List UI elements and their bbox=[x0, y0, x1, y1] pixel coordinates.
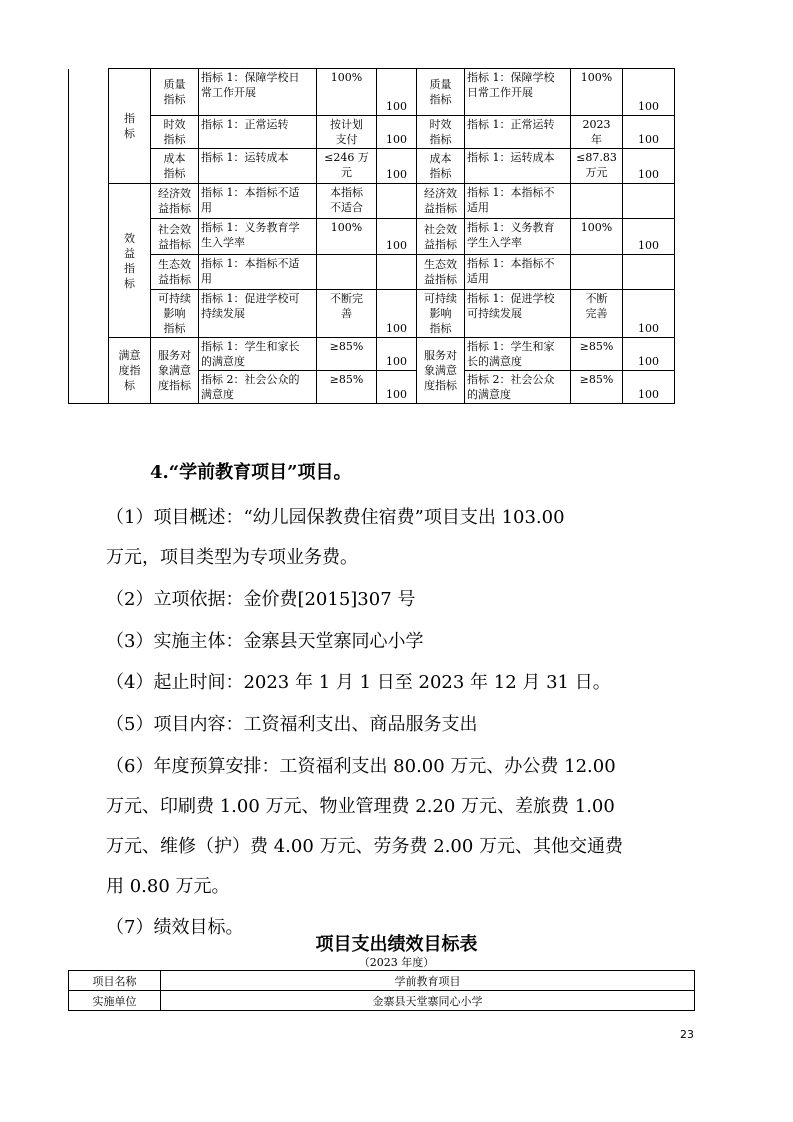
table-cell: 可持续 影响 指标 bbox=[417, 290, 465, 338]
table-row bbox=[69, 184, 675, 219]
table-cell: 可持续 影响 指标 bbox=[151, 290, 199, 338]
table-cell bbox=[377, 184, 417, 219]
table-cell: 100% bbox=[571, 219, 623, 255]
table-cell: 时效 指标 bbox=[151, 116, 199, 149]
paragraph-budget-3: 万元、维修（护）费 4.00 万元、劳务费 2.00 万元、其他交通费 bbox=[106, 836, 624, 857]
paragraph-budget-1: （6）年度预算安排：工资福利支出 80.00 万元、办公费 12.00 bbox=[106, 756, 616, 777]
paragraph-basis: （2）立项依据：金价费[2015]307 号 bbox=[106, 589, 416, 610]
table-cell: 指标 1：运转成本 bbox=[465, 149, 571, 184]
table-cell bbox=[69, 69, 109, 404]
section-heading: 4.“学前教育项目”项目。 bbox=[150, 462, 352, 483]
table-cell: 100% bbox=[317, 69, 377, 116]
table-cell: 服务对 象满意 度指标 bbox=[151, 338, 199, 404]
table-cell: 指标 1：义务教育 学生入学率 bbox=[465, 219, 571, 255]
paragraph-period: （4）起止时间：2023 年 1 月 1 日至 2023 年 12 月 31 日。 bbox=[106, 672, 611, 693]
table-cell: 100% bbox=[571, 69, 623, 116]
table-subtitle: （2023 年度） bbox=[358, 956, 435, 969]
table-cell: 指标 1：运转成本 bbox=[199, 149, 317, 184]
table-cell bbox=[377, 255, 417, 290]
table-cell: ≥85% bbox=[571, 371, 623, 404]
table-cell: 指标 2：社会公众 的满意度 bbox=[465, 371, 571, 404]
table-cell: 生态效 益指标 bbox=[151, 255, 199, 290]
table-cell: 100 bbox=[623, 219, 675, 255]
table-cell: 服务对 象满意 度指标 bbox=[417, 338, 465, 404]
table-cell: ≤246 万 元 bbox=[317, 149, 377, 184]
table-cell bbox=[623, 255, 675, 290]
table-cell: 社会效 益指标 bbox=[151, 219, 199, 255]
indicator-category: 满意 度指 标 bbox=[109, 338, 151, 404]
table-row bbox=[69, 219, 675, 255]
table-cell: 100 bbox=[623, 338, 675, 371]
table-cell: 100 bbox=[377, 116, 417, 149]
table-title: 项目支出绩效目标表 bbox=[315, 934, 478, 955]
paragraph-overview-1: （1）项目概述：“幼儿园保教费住宿费”项目支出 103.00 bbox=[106, 507, 565, 528]
paragraph-budget-4: 用 0.80 万元。 bbox=[106, 876, 230, 897]
table-cell: 社会效 益指标 bbox=[417, 219, 465, 255]
table-cell: 指标 1：正常运转 bbox=[199, 116, 317, 149]
table-cell: 时效 指标 bbox=[417, 116, 465, 149]
table-cell: ≤87.83 万元 bbox=[571, 149, 623, 184]
table-row bbox=[69, 116, 675, 149]
table-row bbox=[69, 971, 695, 991]
table-cell: 100 bbox=[623, 69, 675, 116]
implementer-label: 实施单位 bbox=[69, 991, 161, 1011]
table-cell: 不断完 善 bbox=[317, 290, 377, 338]
table-cell: 指标 1：促进学校 可持续发展 bbox=[465, 290, 571, 338]
table-cell: ≥85% bbox=[317, 338, 377, 371]
table-row bbox=[69, 338, 675, 371]
table-cell: 指标 1：本指标不适 用 bbox=[199, 255, 317, 290]
project-name-value: 学前教育项目 bbox=[161, 971, 695, 991]
page-number: 23 bbox=[680, 1028, 694, 1041]
table-cell: 100 bbox=[377, 371, 417, 404]
table-row bbox=[69, 290, 675, 338]
paragraph-overview-2: 万元，项目类型为专项业务费。 bbox=[106, 547, 358, 568]
paragraph-budget-2: 万元、印刷费 1.00 万元、物业管理费 2.20 万元、差旅费 1.00 bbox=[106, 796, 615, 817]
table-row bbox=[69, 991, 695, 1011]
table-cell: 100 bbox=[377, 69, 417, 116]
table-cell: 100 bbox=[623, 371, 675, 404]
paragraph-goals: （7）绩效目标。 bbox=[106, 917, 244, 938]
paragraph-implementer: （3）实施主体：金寨县天堂寨同心小学 bbox=[106, 631, 424, 652]
table-cell: 100 bbox=[623, 116, 675, 149]
table-cell: ≥85% bbox=[571, 338, 623, 371]
table-cell: 指标 1：保障学校 日常工作开展 bbox=[465, 69, 571, 116]
table-row bbox=[69, 255, 675, 290]
table-cell bbox=[571, 255, 623, 290]
table-cell: 指标 1：学生和家长 的满意度 bbox=[199, 338, 317, 371]
table-cell bbox=[571, 184, 623, 219]
table-cell: 指标 1：学生和家 长的满意度 bbox=[465, 338, 571, 371]
table-cell: 100 bbox=[377, 149, 417, 184]
table-cell: 生态效 益指标 bbox=[417, 255, 465, 290]
table-cell: 本指标 不适合 bbox=[317, 184, 377, 219]
table-cell: 指标 2：社会公众的 满意度 bbox=[199, 371, 317, 404]
table-cell: 经济效 益指标 bbox=[151, 184, 199, 219]
table-cell: 指标 1：本指标不适 用 bbox=[199, 184, 317, 219]
table-cell: 指标 1：本指标不 适用 bbox=[465, 184, 571, 219]
implementer-value: 金寨县天堂寨同心小学 bbox=[161, 991, 695, 1011]
indicator-category: 效 益 指 标 bbox=[109, 184, 151, 338]
table-cell: 100 bbox=[377, 290, 417, 338]
table-row bbox=[69, 149, 675, 184]
table-cell: 100 bbox=[377, 338, 417, 371]
paragraph-content: （5）项目内容：工资福利支出、商品服务支出 bbox=[106, 714, 478, 735]
table-cell: 按计划 支付 bbox=[317, 116, 377, 149]
table-cell: 经济效 益指标 bbox=[417, 184, 465, 219]
table-cell: 成本 指标 bbox=[417, 149, 465, 184]
table-cell: 100 bbox=[623, 149, 675, 184]
table-cell: 100 bbox=[623, 290, 675, 338]
table-cell: 2023 年 bbox=[571, 116, 623, 149]
project-name-label: 项目名称 bbox=[69, 971, 161, 991]
table-cell: 不断 完善 bbox=[571, 290, 623, 338]
table-cell: 100 bbox=[377, 219, 417, 255]
table-cell: 质量 指标 bbox=[151, 69, 199, 116]
table-cell: 指标 1：本指标不 适用 bbox=[465, 255, 571, 290]
table-cell: ≥85% bbox=[317, 371, 377, 404]
table-cell: 100% bbox=[317, 219, 377, 255]
table-cell: 指标 1：义务教育学 生入学率 bbox=[199, 219, 317, 255]
table-row bbox=[69, 69, 675, 116]
table-cell: 指标 1：保障学校日 常工作开展 bbox=[199, 69, 317, 116]
performance-indicator-table bbox=[68, 68, 675, 404]
table-cell: 质量 指标 bbox=[417, 69, 465, 116]
project-info-table bbox=[68, 970, 695, 1011]
table-cell: 成本 指标 bbox=[151, 149, 199, 184]
table-cell bbox=[317, 255, 377, 290]
table-cell: 指标 1：正常运转 bbox=[465, 116, 571, 149]
table-cell: 指标 1：促进学校可 持续发展 bbox=[199, 290, 317, 338]
table-cell bbox=[623, 184, 675, 219]
indicator-category: 指 标 bbox=[109, 69, 151, 184]
